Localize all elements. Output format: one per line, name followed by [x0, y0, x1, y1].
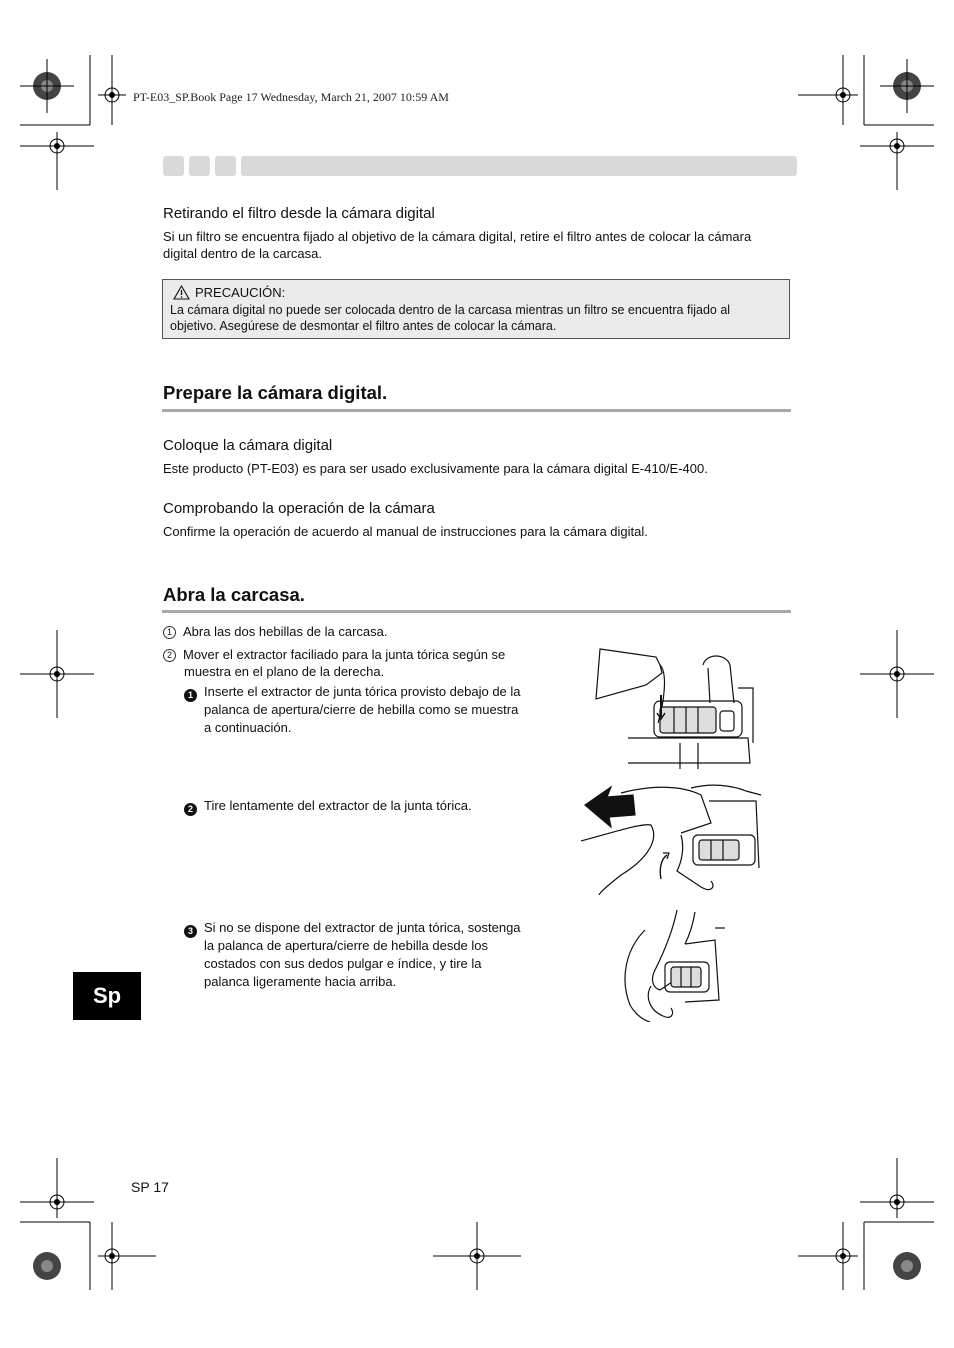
registration-mark-top-right [798, 55, 934, 190]
prepare-section-title: Prepare la cámara digital. [163, 382, 388, 403]
substep-c-line-1: Si no se dispone del extractor de junta tórica, sostenga [204, 920, 521, 935]
substep-a-text [204, 683, 521, 736]
substep-a-number-wrap [184, 685, 197, 703]
open-section-title: Abra la carcasa. [163, 584, 305, 605]
registration-mark-bottom-center [433, 1222, 521, 1290]
print-header: PT-E03_SP.Book Page 17 Wednesday, March 21, 2007 10:59 AM [133, 90, 449, 104]
illustration-insert-extractor [588, 643, 763, 769]
substep-a-line-2: palanca de apertura/cierre de hebilla como se muestra [204, 702, 519, 717]
step-1-text: Abra las dos hebillas de la carcasa. [183, 624, 388, 639]
place-camera-text: Este producto (PT-E03) es para ser usado exclusivamente para la cámara digital E-410/E-400. [163, 461, 708, 476]
caution-text [170, 302, 780, 334]
step-2-line-1: Mover el extractor faciliado para la junta tórica según se [183, 647, 506, 662]
caution-text-line-1: La cámara digital no puede ser colocada dentro de la carcasa mientras un filtro se encuentra fijado al [170, 303, 731, 317]
illustration-fingers-lift-buckle [615, 910, 727, 1022]
prepare-section-rule [162, 409, 791, 412]
header-bar-square-1 [163, 156, 184, 176]
registration-mark-middle-left [20, 630, 94, 718]
illustration-pull-extractor [581, 783, 767, 895]
step-2-line-2: muestra en el plano de la derecha. [184, 664, 385, 679]
header-bar-square-2 [189, 156, 210, 176]
filter-text-line-2: digital dentro de la carcasa. [163, 246, 322, 261]
step-1 [163, 623, 388, 640]
substep-c-line-3: costados con sus dedos pulgar e índice, y tire la [204, 956, 482, 971]
registration-mark-bottom-left [20, 1158, 156, 1290]
substep-a-line-1: Inserte el extractor de junta tórica provisto debajo de la [204, 684, 521, 699]
substep-b-number: 2 [184, 803, 197, 816]
substep-c-text [204, 919, 521, 990]
caution-text-line-2: objetivo. Asegúrese de desmontar el filtro antes de colocar la cámara. [170, 319, 557, 333]
header-bar [241, 156, 797, 176]
step-1-number: 1 [163, 626, 176, 639]
filter-text [163, 228, 751, 262]
warning-triangle-icon [173, 285, 190, 300]
substep-a-line-3: a continuación. [204, 720, 292, 735]
substep-b-number-wrap [184, 799, 197, 817]
place-camera-heading: Coloque la cámara digital [163, 437, 333, 454]
substep-a-number: 1 [184, 689, 197, 702]
substep-b-text: Tire lentamente del extractor de la junta tórica. [204, 798, 472, 813]
caution-title-row [173, 285, 285, 300]
page-number: SP 17 [131, 1179, 169, 1195]
language-tab: Sp [73, 972, 141, 1020]
check-camera-text: Confirme la operación de acuerdo al manual de instrucciones para la cámara digital. [163, 524, 648, 539]
substep-c-line-4: palanca ligeramente hacia arriba. [204, 974, 397, 989]
check-camera-heading: Comprobando la operación de la cámara [163, 500, 435, 517]
step-2 [163, 646, 505, 663]
filter-text-line-1: Si un filtro se encuentra fijado al objetivo de la cámara digital, retire el filtro antes de colocar la cámara [163, 229, 752, 244]
caution-box [162, 279, 790, 339]
open-section-rule [162, 610, 791, 613]
substep-c-number: 3 [184, 925, 197, 938]
step-2-number: 2 [163, 649, 176, 662]
registration-mark-bottom-right [798, 1158, 934, 1290]
substep-c-line-2: la palanca de apertura/cierre de hebilla desde los [204, 938, 489, 953]
registration-mark-top-left [20, 55, 126, 190]
header-bar-square-3 [215, 156, 236, 176]
substep-c-number-wrap [184, 921, 197, 939]
registration-mark-middle-right [860, 630, 934, 718]
filter-heading: Retirando el filtro desde la cámara digital [163, 205, 435, 222]
caution-title: PRECAUCIÓN: [195, 285, 286, 300]
